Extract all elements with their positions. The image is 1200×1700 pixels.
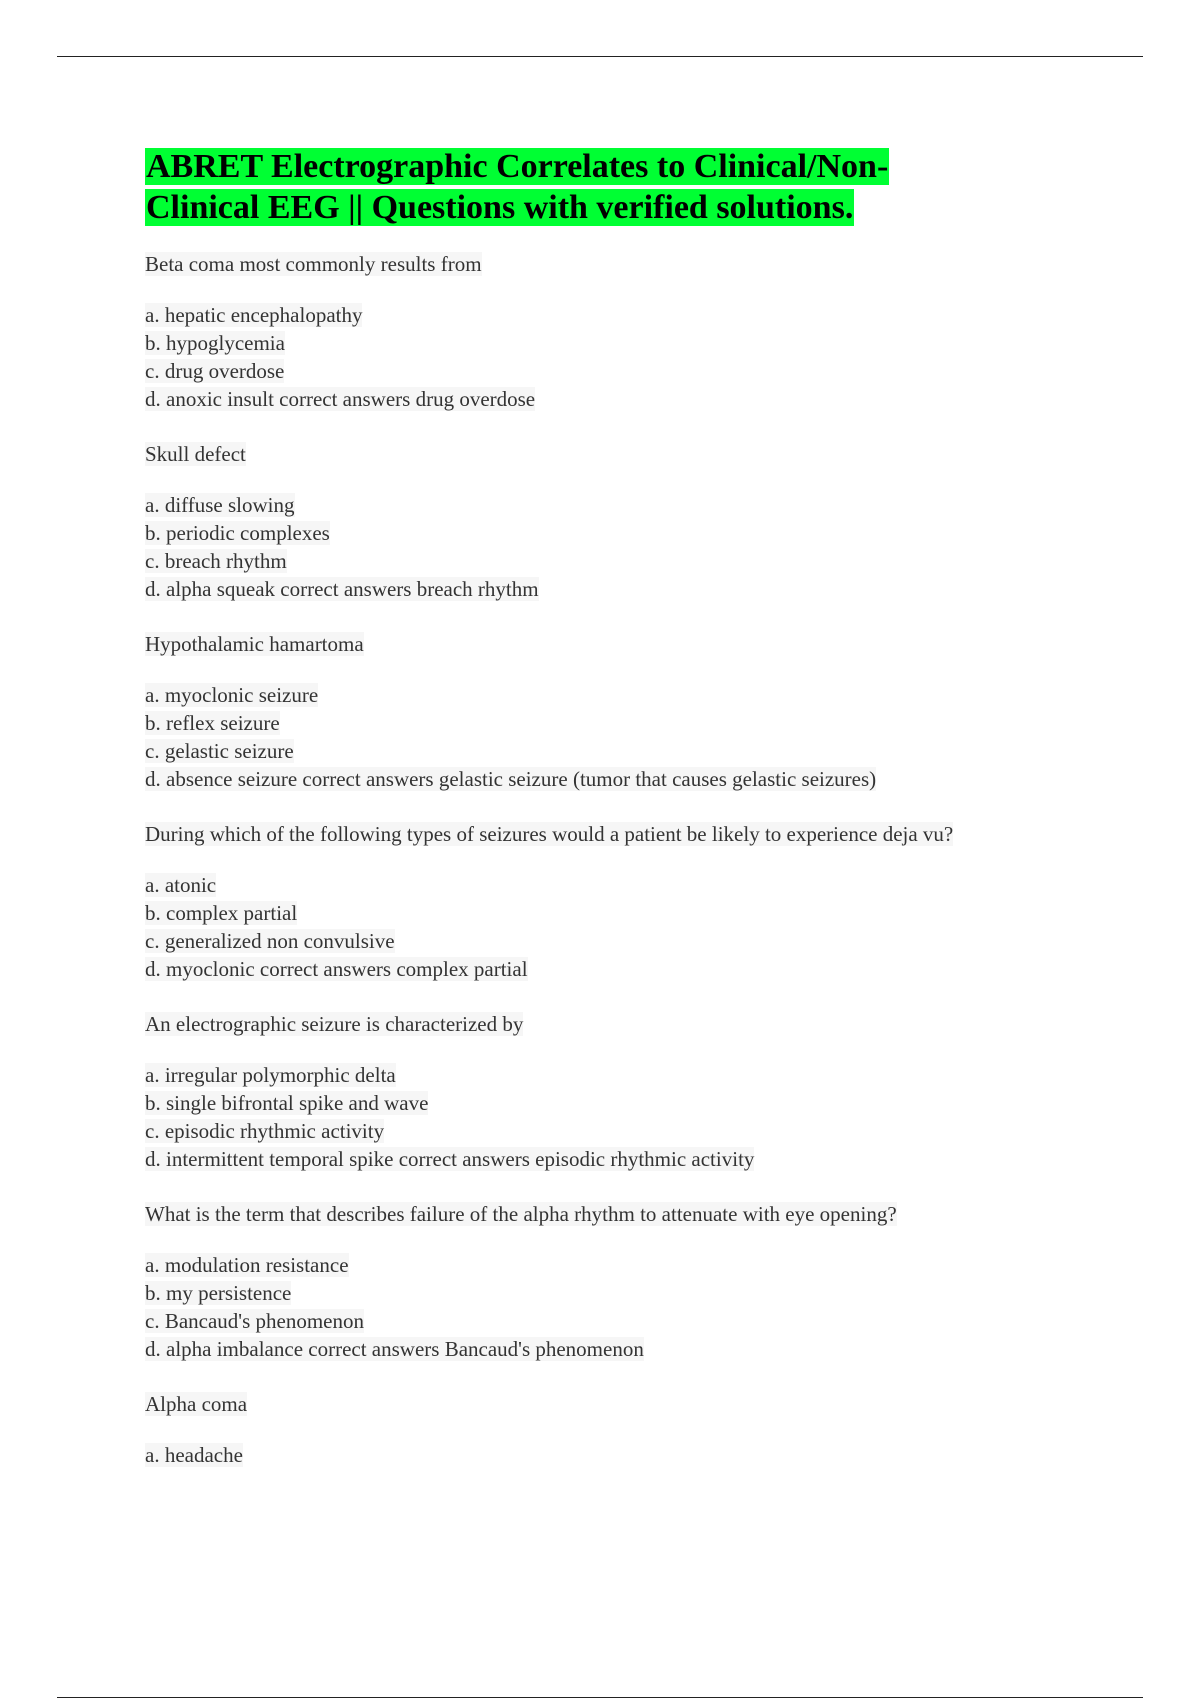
question-block bbox=[145, 630, 1065, 793]
answer-option: b. reflex seizure bbox=[145, 711, 280, 735]
question-text: Hypothalamic hamartoma bbox=[145, 632, 364, 656]
answer-option: b. hypoglycemia bbox=[145, 331, 285, 355]
answer-option: a. irregular polymorphic delta bbox=[145, 1063, 396, 1087]
answer-option: a. diffuse slowing bbox=[145, 493, 295, 517]
answer-option: c. gelastic seizure bbox=[145, 739, 294, 763]
answer-options bbox=[145, 871, 1065, 983]
question-block bbox=[145, 820, 1065, 983]
answer-option: c. breach rhythm bbox=[145, 549, 287, 573]
answer-option: d. intermittent temporal spike correct answers episodic rhythmic activity bbox=[145, 1147, 755, 1171]
answer-option: a. modulation resistance bbox=[145, 1253, 349, 1277]
answer-option: d. myoclonic correct answers complex partial bbox=[145, 957, 528, 981]
answer-option: c. drug overdose bbox=[145, 359, 285, 383]
bottom-rule bbox=[57, 1697, 1143, 1698]
answer-option: a. headache bbox=[145, 1443, 243, 1467]
answer-option: b. single bifrontal spike and wave bbox=[145, 1091, 429, 1115]
answer-option: b. complex partial bbox=[145, 901, 298, 925]
answer-option: d. alpha imbalance correct answers Bancaud's phenomenon bbox=[145, 1337, 644, 1361]
question-block bbox=[145, 250, 1065, 413]
question-block bbox=[145, 1200, 1065, 1363]
answer-option: d. anoxic insult correct answers drug overdose bbox=[145, 387, 536, 411]
question-text: An electrographic seizure is characterized by bbox=[145, 1012, 524, 1036]
question-text: During which of the following types of seizures would a patient be likely to experience deja vu? bbox=[145, 822, 954, 846]
answer-option: a. atonic bbox=[145, 873, 217, 897]
answer-option: c. generalized non convulsive bbox=[145, 929, 395, 953]
answer-option: c. episodic rhythmic activity bbox=[145, 1119, 385, 1143]
answer-option: b. periodic complexes bbox=[145, 521, 330, 545]
top-rule bbox=[57, 56, 1143, 57]
answer-option: c. Bancaud's phenomenon bbox=[145, 1309, 364, 1333]
answer-options bbox=[145, 1251, 1065, 1363]
question-text: Beta coma most commonly results from bbox=[145, 252, 482, 276]
answer-option: d. absence seizure correct answers gelastic seizure (tumor that causes gelastic seizures) bbox=[145, 767, 877, 791]
question-text: What is the term that describes failure of the alpha rhythm to attenuate with eye opening? bbox=[145, 1202, 897, 1226]
answer-option: a. myoclonic seizure bbox=[145, 683, 319, 707]
answer-option: a. hepatic encephalopathy bbox=[145, 303, 363, 327]
answer-option: d. alpha squeak correct answers breach rhythm bbox=[145, 577, 539, 601]
title-highlight: ABRET Electrographic Correlates to Clinical/Non-Clinical EEG || Questions with verified solutions. bbox=[146, 148, 889, 226]
question-text: Alpha coma bbox=[145, 1392, 248, 1416]
document-title bbox=[145, 146, 995, 228]
answer-options bbox=[145, 301, 1065, 413]
answer-options bbox=[145, 1061, 1065, 1173]
question-list bbox=[145, 250, 1065, 1469]
answer-options bbox=[145, 1441, 1065, 1469]
question-block bbox=[145, 1010, 1065, 1173]
answer-options bbox=[145, 681, 1065, 793]
question-block bbox=[145, 1390, 1065, 1469]
answer-option: b. my persistence bbox=[145, 1281, 292, 1305]
question-text: Skull defect bbox=[145, 442, 246, 466]
document-body bbox=[145, 146, 1065, 1496]
answer-options bbox=[145, 491, 1065, 603]
question-block bbox=[145, 440, 1065, 603]
